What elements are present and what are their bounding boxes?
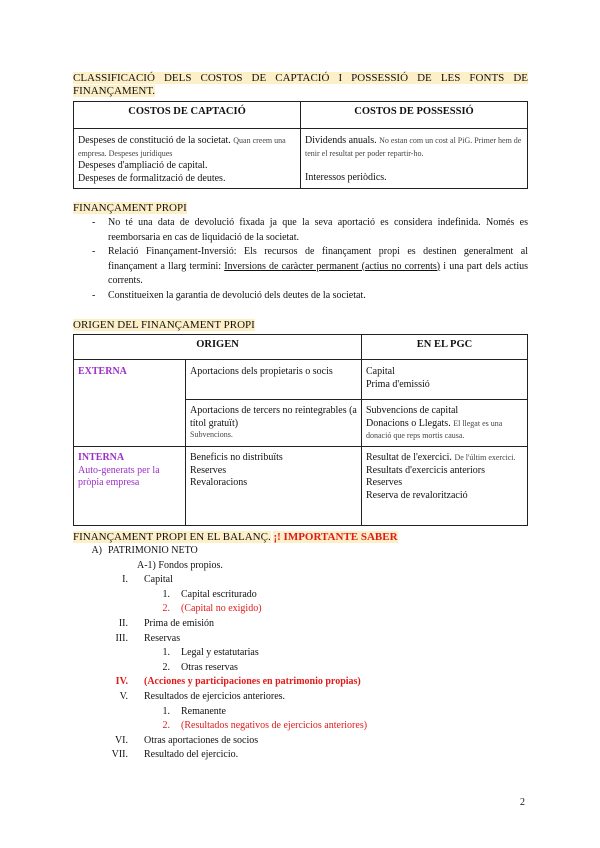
section-title-balanc <box>73 531 528 544</box>
outline-ii: Prima de emisión <box>144 618 214 629</box>
origin-interna-sub: Auto-generats per la pròpia empresa <box>78 464 160 488</box>
origin-ext-2-text: Aportacions de tercers no reintegrables (a títol gratuït) <box>190 405 357 429</box>
important-badge: ¡! IMPORTANTE SABER <box>273 531 398 543</box>
cost-formalitzacio: Despeses de formalització de deutes. <box>78 172 226 184</box>
outline-i-1: Capital escriturado <box>181 589 257 600</box>
outline-iv: (Acciones y participaciones en patrimonio propias) <box>144 676 361 687</box>
pgc-prima: Prima d'emissió <box>366 378 430 390</box>
outline-i-num: I. <box>122 574 128 585</box>
outline-vi: Otras aportaciones de socios <box>144 735 259 746</box>
outline-iii-2-num: 2. <box>162 662 170 673</box>
origin-ext-2-pgc <box>362 400 528 447</box>
costs-header-possessio: COSTOS DE POSSESSIÓ <box>301 102 528 129</box>
origin-interna-cell <box>74 447 186 526</box>
section-title-costs <box>73 72 528 98</box>
pgc-donacions: Donacions o Llegats. <box>366 417 451 429</box>
outline-ii-num: II. <box>118 618 128 629</box>
section-title-origen <box>73 319 528 332</box>
origin-ext-2 <box>186 400 362 447</box>
bullet-relacio-pre: Relació Finançament-Inversió: Els recursos de finançament propi es destinen generalment al finançament a llarg termini: <box>108 246 528 272</box>
section-title-costs-text: CLASSIFICACIÓ DELS COSTOS DE CAPTACIÓ I POSSESSIÓ DE LES FONTS DE FINANÇAMENT. <box>73 72 528 97</box>
origin-ext-1-text: Aportacions dels propietaris o socis <box>190 366 333 377</box>
bullet-relacio-link: Inversions de caràcter permanent (actius no corrents) <box>224 260 441 272</box>
origin-externa-label: EXTERNA <box>78 366 127 377</box>
costs-table <box>73 101 528 189</box>
outline-v-num: V. <box>119 691 128 702</box>
outline-vii-num: VII. <box>111 749 128 760</box>
outline-v: Resultados de ejercicios anteriores. <box>144 691 286 702</box>
bullet-garantia: - Constitueixen la garantia de devolució dels deutes de la societat. <box>92 289 528 304</box>
outline-iii-2: Otras reservas <box>181 662 238 673</box>
outline-a-num: A) <box>91 545 102 556</box>
outline-iii-1: Legal y estatutarias <box>181 647 259 658</box>
bullet-relacio <box>92 245 528 289</box>
page-number: 2 <box>520 797 525 808</box>
financament-propi-bullets <box>92 216 528 303</box>
cost-dividends-note: No estan com un cost al PiG. Primer hem de tenir el resultat per poder repartir-ho. <box>305 136 522 158</box>
bullet-relacio-post: i una part dels actius corrents. <box>108 260 529 286</box>
pgc-resultat: Resultat de l'exercici. <box>366 452 452 463</box>
origin-ext-1-pgc <box>362 360 528 400</box>
origin-ext-1 <box>186 360 362 400</box>
outline-i-1-num: 1. <box>162 589 170 600</box>
outline-a: PATRIMONIO NETO <box>108 545 198 556</box>
outline-vii: Resultado del ejercicio. <box>144 749 239 760</box>
outline-iii: Reservas <box>144 633 181 644</box>
costs-possessio-cell <box>301 129 528 189</box>
int-reserves: Reserves <box>190 464 227 476</box>
section-title-financament-propi-text: FINANÇAMENT PROPI <box>73 202 187 214</box>
costs-header-captacio: COSTOS DE CAPTACIÓ <box>74 102 301 129</box>
outline-vi-num: VI. <box>114 735 128 746</box>
origin-table <box>73 334 528 526</box>
origin-int-pgc <box>362 447 528 526</box>
outline-v-1: Remanente <box>181 706 226 717</box>
outline-v-1-num: 1. <box>162 706 170 717</box>
costs-captacio-cell <box>74 129 301 189</box>
section-title-financament-propi <box>73 202 528 215</box>
int-revaloracions: Revaloracions <box>190 477 248 488</box>
origin-interna-label: INTERNA <box>78 452 125 463</box>
cost-constitucio: Despeses de constitució de la societat. <box>78 135 231 146</box>
origin-externa-cell <box>74 360 186 447</box>
outline-i: Capital <box>144 574 173 585</box>
outline-iii-num: III. <box>115 633 128 644</box>
cost-constitucio-note: Quan creem una empresa. Despeses jurídiques <box>78 136 286 158</box>
section-title-balanc-text: FINANÇAMENT PROPI EN EL BALANÇ. <box>73 531 271 543</box>
cost-dividends: Dividends anuals. <box>305 135 377 146</box>
pgc-subvencions: Subvencions de capital <box>366 405 459 416</box>
outline-a1: A-1) Fondos propios. <box>137 560 223 571</box>
origin-header-origen: ORIGEN <box>74 335 362 360</box>
origin-header-pgc: EN EL PGC <box>362 335 528 360</box>
pgc-resultat-note: De l'últim exercici. <box>454 453 516 462</box>
outline-i-2: (Capital no exigido) <box>181 603 262 614</box>
section-title-origen-text: ORIGEN DEL FINANÇAMENT PROPI <box>73 319 255 331</box>
outline-v-2-num: 2. <box>162 720 170 731</box>
cost-ampliacio: Despeses d'ampliació de capital. <box>78 160 208 171</box>
outline-i-2-num: 2. <box>162 603 170 614</box>
bullet-devolucio: - No té una data de devolució fixada ja que la seva aportació es considera indefinida. Només es reemborsaria en cas de liquidació de la societat. <box>92 216 528 245</box>
pgc-reserves: Reserves <box>366 477 403 488</box>
outline-iv-num: IV. <box>115 676 128 687</box>
outline-iii-1-num: 1. <box>162 647 170 658</box>
int-beneficis: Beneficis no distribuïts <box>190 452 283 463</box>
pgc-reserva-revaloritzacio: Reserva de revalorització <box>366 489 468 501</box>
pgc-resultats-anteriors: Resultats d'exercicis anteriors <box>366 464 485 476</box>
origin-ext-2-note: Subvencions. <box>190 430 233 439</box>
outline-v-2: (Resultados negativos de ejercicios anteriores) <box>181 720 368 731</box>
origin-int <box>186 447 362 526</box>
pgc-capital: Capital <box>366 366 395 377</box>
cost-interessos: Interessos periòdics. <box>305 172 387 183</box>
pgc-donacions-note: El llegat es una donació que reps mortis causa. <box>366 418 503 440</box>
